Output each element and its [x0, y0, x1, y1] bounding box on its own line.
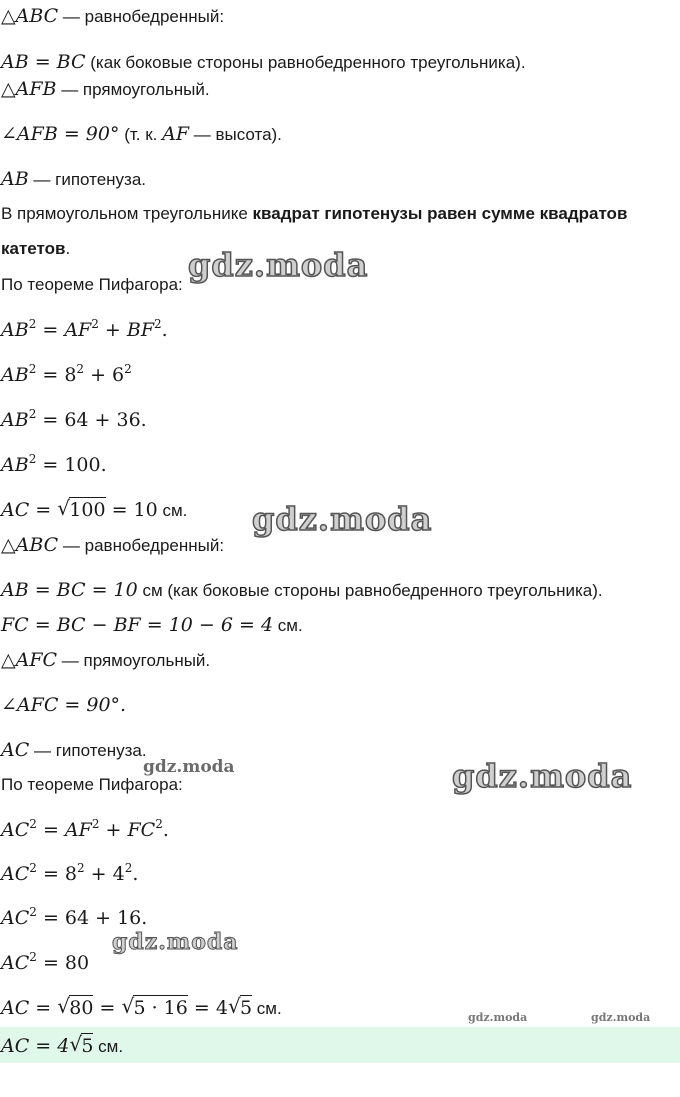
exponent: 2 — [28, 317, 37, 331]
math: △ABC — [1, 534, 59, 556]
text: — прямоугольный. — [56, 80, 210, 99]
math: = 64 + 16. — [36, 907, 148, 929]
math: AC — [1, 739, 30, 761]
text: По теореме Пифагора: — [1, 775, 183, 794]
text: см. — [273, 616, 303, 635]
math: = AF — [36, 819, 92, 841]
math: △AFB — [1, 78, 57, 100]
text: — гипотенуза. — [28, 170, 147, 189]
sqrt — [57, 996, 93, 1020]
exponent: 2 — [29, 861, 37, 875]
math: AC = — [1, 997, 58, 1019]
math: + FC — [99, 819, 156, 841]
line-pythagoras-statement — [1, 202, 627, 226]
math: = 10 — [105, 499, 158, 521]
exponent: 2 — [29, 950, 37, 964]
exponent: 2 — [124, 861, 133, 875]
exponent: 2 — [155, 817, 163, 831]
math: = 100. — [36, 454, 107, 476]
math: = 80 — [36, 952, 90, 974]
bold-text: квадрат гипотенузы равен сумме квадратов — [252, 204, 628, 223]
unit: см. — [252, 999, 282, 1018]
text: — равнобедренный: — [58, 536, 225, 555]
line-ac-sqrt100 — [1, 498, 187, 523]
exponent: 2 — [28, 407, 37, 421]
math: = 64 + 36. — [36, 409, 147, 431]
unit: см. — [157, 501, 188, 520]
line-fc — [1, 613, 303, 638]
math: = 4 — [187, 997, 228, 1019]
math: . — [132, 863, 139, 885]
line-ab2-eq — [1, 318, 168, 343]
exponent: 2 — [91, 817, 100, 831]
math: AB — [1, 168, 29, 190]
math: AC — [1, 819, 30, 841]
text: (как боковые стороны равнобедренного треугольника). — [85, 53, 526, 72]
line-angle-afc — [1, 693, 126, 718]
watermark: gdz.moda — [143, 757, 235, 777]
radicand: 5 — [81, 1035, 94, 1057]
line-katetov — [1, 237, 70, 261]
line-angle-afb — [1, 122, 282, 147]
math: = — [93, 997, 122, 1019]
math: AB = BC — [1, 51, 86, 73]
math: △ABC — [1, 5, 59, 27]
line-triangle-afc-right — [1, 648, 210, 673]
math: AC = — [1, 499, 58, 521]
line-ac-sqrt80 — [1, 996, 282, 1021]
text: см (как боковые стороны равнобедренного треугольника). — [137, 581, 603, 600]
sqrt — [121, 996, 187, 1020]
watermark: gdz.moda — [188, 246, 369, 284]
line-ab-eq-bc — [1, 50, 526, 75]
text: (т. к. — [119, 125, 163, 144]
math: = 8 — [36, 364, 77, 386]
math: + 4 — [84, 863, 125, 885]
unit: см. — [93, 1037, 124, 1056]
exponent: 2 — [154, 317, 162, 331]
line-ab2-100 — [1, 453, 107, 478]
exponent: 2 — [91, 317, 99, 331]
math: AC — [1, 863, 30, 885]
math: AB — [1, 319, 29, 341]
exponent: 2 — [28, 362, 37, 376]
text: — гипотенуза. — [29, 741, 147, 760]
sqrt — [228, 996, 252, 1020]
radicand: 5 — [239, 997, 253, 1019]
watermark: gdz.moda — [452, 757, 633, 795]
line-ac2-64-16 — [1, 906, 147, 931]
math: AC — [1, 907, 30, 929]
line-ac2-8-4 — [1, 862, 138, 887]
math: AC — [1, 952, 30, 974]
line-by-pythagoras-1 — [1, 273, 183, 297]
math: FC = BC − BF = 10 − 6 = 4 — [1, 614, 274, 636]
watermark: gdz.moda — [252, 500, 433, 538]
text: — высота). — [189, 125, 282, 144]
math: ∠AFB = 90° — [1, 123, 120, 145]
radicand: 100 — [69, 499, 106, 521]
watermark: gdz.moda — [468, 1011, 528, 1024]
text: — равнобедренный: — [58, 7, 225, 26]
math: AB = BC = 10 — [1, 579, 138, 601]
watermark: gdz.moda — [112, 929, 239, 955]
math: . — [162, 819, 169, 841]
exponent: 2 — [29, 905, 37, 919]
line-triangle-abc-isosceles-2 — [1, 533, 224, 558]
math: AB — [1, 364, 29, 386]
exponent: 2 — [124, 362, 132, 376]
text: В прямоугольном треугольнике — [1, 204, 253, 223]
exponent: 2 — [76, 362, 85, 376]
line-ab2-8-6 — [1, 363, 132, 388]
line-triangle-abc-isosceles — [1, 4, 224, 29]
answer-line — [1, 1034, 123, 1059]
bold-text: катетов — [1, 239, 66, 258]
math: . — [161, 319, 168, 341]
math: + 6 — [84, 364, 125, 386]
line-ab2-64-36 — [1, 408, 147, 433]
math: △AFC — [1, 649, 58, 671]
radicand: 80 — [69, 997, 94, 1019]
math: = 8 — [36, 863, 77, 885]
line-ac2-80 — [1, 951, 89, 976]
exponent: 2 — [29, 817, 37, 831]
math: AF — [162, 123, 189, 145]
line-ac-hypotenuse — [1, 738, 147, 763]
math: + BF — [98, 319, 155, 341]
math: AB — [1, 409, 29, 431]
math: AB — [1, 454, 29, 476]
sqrt — [69, 1034, 93, 1058]
text: По теореме Пифагора: — [1, 275, 183, 294]
exponent: 2 — [77, 861, 85, 875]
line-ab-bc-10 — [1, 578, 603, 603]
math: = AF — [36, 319, 92, 341]
exponent: 2 — [28, 452, 37, 466]
line-ab-hypotenuse — [1, 167, 146, 192]
watermark: gdz.moda — [591, 1011, 651, 1024]
text: — прямоугольный. — [57, 651, 211, 670]
line-triangle-afb-right — [1, 77, 210, 102]
line-ac2-eq — [1, 818, 169, 843]
radicand: 5 · 16 — [133, 997, 188, 1019]
sqrt — [57, 498, 105, 522]
text: . — [65, 239, 71, 258]
math: AC = 4 — [1, 1035, 70, 1057]
math: ∠AFC = 90°. — [1, 694, 127, 716]
